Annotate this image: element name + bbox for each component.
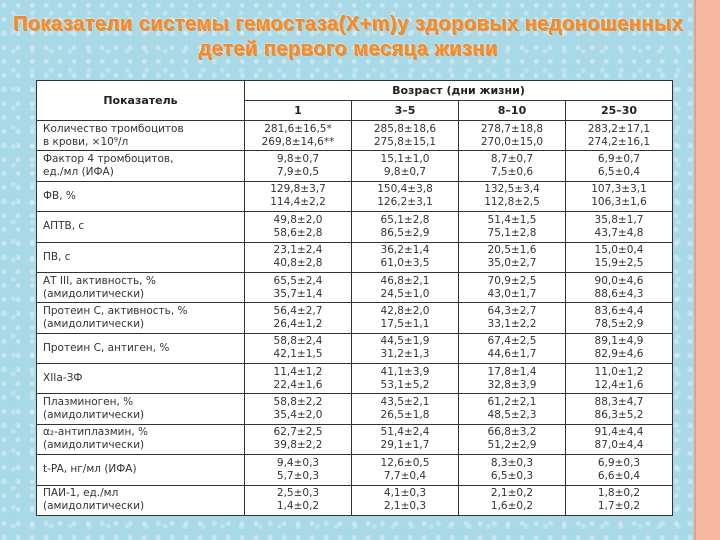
value-cell — [459, 212, 566, 242]
value: 51,4±2,4 — [380, 426, 430, 439]
indicator-line: (амидолитически) — [43, 409, 145, 422]
value: 58,6±2,8 — [273, 226, 323, 239]
value: 65,1±2,8 — [380, 213, 430, 226]
table-row — [37, 272, 673, 302]
hemostasis-table — [36, 80, 673, 516]
value: 44,5±1,9 — [380, 335, 430, 348]
value-cell — [245, 121, 352, 151]
table-row — [37, 394, 673, 424]
indicator-name — [37, 455, 245, 485]
value-cell — [245, 394, 352, 424]
table-row — [37, 485, 673, 516]
value: 89,1±4,9 — [594, 335, 644, 348]
indicator-line: XIIa-ЗФ — [43, 372, 83, 385]
value: 61,2±2,1 — [487, 396, 537, 409]
value: 9,4±0,3 — [276, 456, 320, 469]
indicator-name — [37, 272, 245, 302]
value: 6,6±0,4 — [597, 469, 641, 482]
value: 17,8±1,4 — [487, 365, 537, 378]
value: 9,8±0,7 — [276, 153, 320, 166]
indicator-line: АТ III, активность, % — [43, 274, 156, 287]
indicator-line: АПТВ, с — [43, 220, 85, 233]
value-cell — [566, 242, 673, 272]
indicator-line: t-PA, нг/мл (ИФА) — [43, 463, 137, 476]
value: 64,3±2,7 — [487, 304, 537, 317]
value: 62,7±2,5 — [273, 426, 323, 439]
value-cell — [245, 455, 352, 485]
value-cell — [245, 242, 352, 272]
value: 7,7±0,4 — [383, 469, 427, 482]
value-cell — [566, 333, 673, 363]
value: 43,7±4,8 — [594, 226, 644, 239]
table-row — [37, 333, 673, 363]
value: 7,9±0,5 — [276, 166, 320, 179]
value: 270,0±15,0 — [480, 135, 544, 148]
value-cell — [245, 151, 352, 181]
value: 1,7±0,2 — [597, 500, 641, 513]
value-cell — [245, 272, 352, 302]
age-header: 3–5 — [352, 101, 459, 121]
age-header: 25–30 — [566, 101, 673, 121]
value-cell — [459, 181, 566, 211]
indicator-line: ФВ, % — [43, 189, 76, 202]
value: 33,1±2,2 — [487, 317, 537, 330]
value-cell — [245, 485, 352, 516]
value: 15,1±1,0 — [380, 153, 430, 166]
table-row — [37, 364, 673, 394]
indicator-line: в крови, ×10⁹/л — [43, 135, 129, 148]
value: 2,5±0,3 — [276, 487, 320, 500]
indicator-name — [37, 424, 245, 454]
value: 5,7±0,3 — [276, 469, 320, 482]
value: 36,2±1,4 — [380, 244, 430, 257]
value: 78,5±2,9 — [594, 317, 644, 330]
value: 150,4±3,8 — [377, 183, 433, 196]
table-row — [37, 121, 673, 151]
value-cell — [352, 121, 459, 151]
indicator-line: Плазминоген, % — [43, 396, 134, 409]
table-row — [37, 212, 673, 242]
value: 75,1±2,8 — [487, 226, 537, 239]
value: 91,4±4,4 — [594, 426, 644, 439]
indicator-name — [37, 121, 245, 151]
value: 8,7±0,7 — [490, 153, 534, 166]
value-cell — [566, 455, 673, 485]
indicator-line: ПВ, с — [43, 250, 71, 263]
value-cell — [459, 121, 566, 151]
value-cell — [352, 212, 459, 242]
value: 2,1±0,3 — [383, 500, 427, 513]
slide-title: Показатели системы гемостаза(Х+m)у здоровых недоношенных детей первого месяца жизни — [12, 13, 684, 60]
value: 15,0±0,4 — [594, 244, 644, 257]
value-cell — [459, 485, 566, 516]
value: 48,5±2,3 — [487, 409, 537, 422]
value: 82,9±4,6 — [594, 348, 644, 361]
table-row — [37, 424, 673, 454]
value: 11,0±1,2 — [594, 365, 644, 378]
value: 278,7±18,8 — [480, 122, 544, 135]
value: 269,8±14,6** — [261, 135, 335, 148]
value-cell — [459, 272, 566, 302]
column-header-age: Возраст (дни жизни) — [245, 81, 673, 101]
value: 35,4±2,0 — [273, 409, 323, 422]
value-cell — [245, 424, 352, 454]
value: 41,1±3,9 — [380, 365, 430, 378]
indicator-name — [37, 364, 245, 394]
indicator-line: ПАИ-1, ед./мл — [43, 487, 119, 500]
value-cell — [352, 364, 459, 394]
indicator-name — [37, 212, 245, 242]
value-cell — [566, 181, 673, 211]
value: 35,8±1,7 — [594, 213, 644, 226]
value-cell — [459, 242, 566, 272]
indicator-name — [37, 181, 245, 211]
value: 4,1±0,3 — [383, 487, 427, 500]
value-cell — [566, 212, 673, 242]
value: 7,5±0,6 — [490, 166, 534, 179]
value: 35,7±1,4 — [273, 287, 323, 300]
indicator-line: (амидолитически) — [43, 500, 145, 513]
value: 88,3±4,7 — [594, 396, 644, 409]
value: 44,6±1,7 — [487, 348, 537, 361]
value: 86,3±5,2 — [594, 409, 644, 422]
value: 274,2±16,1 — [587, 135, 651, 148]
value-cell — [459, 333, 566, 363]
value: 43,5±2,1 — [380, 396, 430, 409]
indicator-line: Фактор 4 тромбоцитов, — [43, 153, 174, 166]
column-header-indicator: Показатель — [37, 81, 245, 121]
value: 88,6±4,3 — [594, 287, 644, 300]
value-cell — [352, 455, 459, 485]
value-cell — [352, 394, 459, 424]
table-row — [37, 455, 673, 485]
value: 17,5±1,1 — [380, 317, 430, 330]
value-cell — [566, 394, 673, 424]
value: 11,4±1,2 — [273, 365, 323, 378]
value-cell — [352, 333, 459, 363]
indicator-line: Протеин С, антиген, % — [43, 341, 170, 354]
value: 70,9±2,5 — [487, 274, 537, 287]
value: 56,4±2,7 — [273, 304, 323, 317]
value: 1,6±0,2 — [490, 500, 534, 513]
value: 26,4±1,2 — [273, 317, 323, 330]
value-cell — [566, 424, 673, 454]
value-cell — [459, 394, 566, 424]
value-cell — [352, 485, 459, 516]
value-cell — [566, 303, 673, 333]
value: 129,8±3,7 — [270, 183, 326, 196]
value-cell — [352, 424, 459, 454]
indicator-name — [37, 242, 245, 272]
value-cell — [566, 485, 673, 516]
value: 40,8±2,8 — [273, 257, 323, 270]
value: 58,8±2,2 — [273, 396, 323, 409]
value: 1,4±0,2 — [276, 500, 320, 513]
indicator-name — [37, 394, 245, 424]
value: 65,5±2,4 — [273, 274, 323, 287]
value-cell — [459, 303, 566, 333]
indicator-line: Количество тромбоцитов — [43, 122, 184, 135]
value: 126,2±3,1 — [377, 196, 433, 209]
table-row — [37, 303, 673, 333]
value: 67,4±2,5 — [487, 335, 537, 348]
value: 9,8±0,7 — [383, 166, 427, 179]
value: 86,5±2,9 — [380, 226, 430, 239]
value-cell — [459, 151, 566, 181]
decorative-border — [694, 0, 720, 540]
value: 51,4±1,5 — [487, 213, 537, 226]
value: 275,8±15,1 — [373, 135, 437, 148]
value-cell — [566, 121, 673, 151]
value-cell — [245, 303, 352, 333]
value: 29,1±1,7 — [380, 439, 430, 452]
value: 42,1±1,5 — [273, 348, 323, 361]
indicator-name — [37, 303, 245, 333]
indicator-line: (амидолитически) — [43, 439, 145, 452]
value: 49,8±2,0 — [273, 213, 323, 226]
value: 8,3±0,3 — [490, 456, 534, 469]
value-cell — [459, 455, 566, 485]
value: 1,8±0,2 — [597, 487, 641, 500]
value: 283,2±17,1 — [587, 122, 651, 135]
value: 20,5±1,6 — [487, 244, 537, 257]
value: 107,3±3,1 — [591, 183, 647, 196]
value: 24,5±1,0 — [380, 287, 430, 300]
value: 15,9±2,5 — [594, 257, 644, 270]
value: 90,0±4,6 — [594, 274, 644, 287]
value: 87,0±4,4 — [594, 439, 644, 452]
value: 35,0±2,7 — [487, 257, 537, 270]
table-row — [37, 181, 673, 211]
value-cell — [459, 364, 566, 394]
indicator-line: (амидолитически) — [43, 287, 145, 300]
value: 114,4±2,2 — [270, 196, 326, 209]
table-row — [37, 242, 673, 272]
age-header: 8–10 — [459, 101, 566, 121]
value-cell — [245, 212, 352, 242]
indicator-name — [37, 333, 245, 363]
value-cell — [352, 181, 459, 211]
value: 22,4±1,6 — [273, 378, 323, 391]
indicator-name — [37, 151, 245, 181]
value-cell — [352, 151, 459, 181]
value-cell — [566, 364, 673, 394]
value: 112,8±2,5 — [484, 196, 540, 209]
value: 43,0±1,7 — [487, 287, 537, 300]
value-cell — [566, 272, 673, 302]
value-cell — [566, 151, 673, 181]
indicator-line: Протеин С, активность, % — [43, 304, 188, 317]
value: 6,5±0,4 — [597, 166, 641, 179]
value: 281,6±16,5* — [264, 122, 332, 135]
value-cell — [459, 424, 566, 454]
value: 12,6±0,5 — [380, 456, 430, 469]
value-cell — [352, 272, 459, 302]
value: 46,8±2,1 — [380, 274, 430, 287]
value: 106,3±1,6 — [591, 196, 647, 209]
value-cell — [245, 181, 352, 211]
value-cell — [352, 242, 459, 272]
value-cell — [245, 364, 352, 394]
value: 61,0±3,5 — [380, 257, 430, 270]
value: 66,8±3,2 — [487, 426, 537, 439]
value: 285,8±18,6 — [373, 122, 437, 135]
value: 6,9±0,3 — [597, 456, 641, 469]
value: 6,9±0,7 — [597, 153, 641, 166]
value: 83,6±4,4 — [594, 304, 644, 317]
value-cell — [245, 333, 352, 363]
value: 32,8±3,9 — [487, 378, 537, 391]
value: 26,5±1,8 — [380, 409, 430, 422]
value: 58,8±2,4 — [273, 335, 323, 348]
indicator-name — [37, 485, 245, 516]
value: 42,8±2,0 — [380, 304, 430, 317]
value: 53,1±5,2 — [380, 378, 430, 391]
value-cell — [352, 303, 459, 333]
value: 31,2±1,3 — [380, 348, 430, 361]
value: 51,2±2,9 — [487, 439, 537, 452]
value: 132,5±3,4 — [484, 183, 540, 196]
value: 6,5±0,3 — [490, 469, 534, 482]
value: 39,8±2,2 — [273, 439, 323, 452]
age-header: 1 — [245, 101, 352, 121]
indicator-line: (амидолитически) — [43, 317, 145, 330]
value: 12,4±1,6 — [594, 378, 644, 391]
value: 2,1±0,2 — [490, 487, 534, 500]
indicator-line: ед./мл (ИФА) — [43, 166, 114, 179]
table-row — [37, 151, 673, 181]
value: 23,1±2,4 — [273, 244, 323, 257]
indicator-line: α₂-антиплазмин, % — [43, 426, 149, 439]
